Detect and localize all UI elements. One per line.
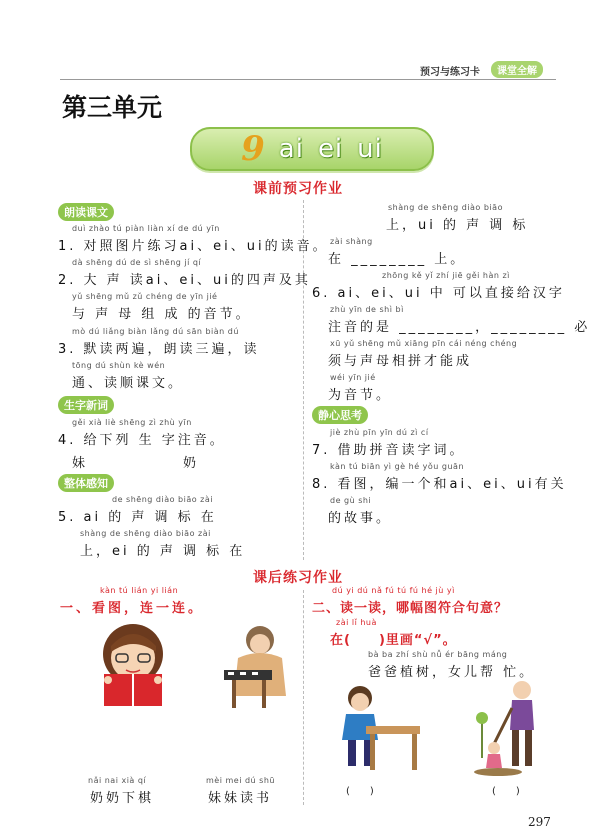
q8-text-1: 8. 看图，编一个和ai、ei、ui有关 [312,477,567,492]
tag-read-text: 朗读课文 [58,203,114,221]
book-title: 预习与练习卡 [420,67,480,78]
q5-pinyin-2: shàng de shēng diào biāo zài [80,529,211,538]
tag-think: 静心思考 [312,406,368,424]
q8-pinyin-1: kàn tú biān yì gè hé yǒu guān [330,462,465,471]
q6-text-3: 须与声母相拼才能成 [328,354,473,369]
q2-pinyin-1: dà shēng dú de sì shēng jí qí [72,258,202,267]
q1-text: 1. 对照图片练习ai、ei、ui的读音。 [58,239,329,254]
grandma-chess-image [218,618,296,712]
q6-pinyin-1: zhōng kě yǐ zhí jiē gěi hàn zì [382,271,510,280]
q6-text-4: 为音节。 [328,388,393,403]
rt-text-2: 在 ________ 上。 [328,252,467,267]
q6-pinyin-3: xū yǔ shēng mǔ xiāng pīn cái néng chéng [330,339,518,348]
q5-text-2: 上，ei 的 声 调 标 在 [80,544,246,559]
q2-pinyin-2: yǔ shēng mǔ zǔ chéng de yīn jié [72,292,218,301]
rt-pinyin-2: zài shàng [330,237,373,246]
ex2-pinyin-2: zài lǐ huà [336,618,377,627]
boy-table-image [326,682,424,778]
q6-text-2: 注音的是 ________，________ 必 [328,320,591,335]
q6-pinyin-2: zhù yīn de shì bì [330,305,404,314]
q4-word-mei: 妹 [72,456,89,471]
q8-pinyin-2: de gù shi [330,496,372,505]
q3-text-2: 通、读顺课文。 [72,376,185,391]
q6-text-1: 6. ai、ei、ui 中 可以直接给汉字 [312,286,565,301]
post-class-title: 课后练习作业 [253,570,343,586]
ex2-pinyin-1: dú yi dú nǎ fú tú fú hé jù yì [332,586,455,595]
ex2-pinyin-3: bà ba zhí shù nǚ ér bāng máng [368,650,508,659]
q4-text: 4. 给下列 生 字注音。 [58,433,226,448]
lesson-banner [190,127,434,171]
caption1-pinyin: nǎi nai xià qí [88,776,147,785]
ex2-instruction: 在( )里画“√”。 [330,633,457,648]
ex2-title: 二、读一读，哪幅图符合句意？ [312,601,509,616]
rt-text-1: 上，ui 的 声 调 标 [386,218,529,233]
q1-pinyin: duì zhào tú piàn liàn xí de dú yīn [72,224,220,233]
q6-pinyin-4: wéi yīn jié [330,373,376,382]
q5-text-1: 5. ai 的 声 调 标 在 [58,510,217,525]
q4-word-nai: 奶 [183,456,200,471]
series-badge: 课堂全解 [491,61,543,78]
caption1-text: 奶奶下棋 [90,791,155,806]
q2-text-2: 与 声 母 组 成 的音节。 [72,307,252,322]
tag-overall: 整体感知 [58,474,114,492]
q3-pinyin-2: tōng dú shùn kè wén [72,361,166,370]
syllable-ai: ai [278,134,304,164]
planting-tree-image [468,678,548,778]
q5-pinyin-1: de shēng diào biāo zài [112,495,213,504]
q4-pinyin: gěi xià liè shēng zì zhù yīn [72,418,192,427]
caption2-text: 妹妹读书 [208,791,273,806]
column-divider-bottom [303,590,304,805]
column-divider [303,200,304,560]
pre-class-title: 课前预习作业 [253,181,343,197]
ex1-pinyin: kàn tú lián yi lián [100,586,179,595]
unit-title: 第三单元 [62,93,163,122]
q7-text: 7. 借助拼音读字词。 [312,443,466,458]
answer-bracket-1[interactable]: ( ) [346,786,374,797]
syllable-ei: ei [317,134,344,164]
rt-pinyin-1: shàng de shēng diào biāo [388,203,503,212]
q3-text-1: 3. 默读两遍，朗读三遍，读 [58,342,260,357]
ex1-title: 一、看图，连一连。 [60,601,205,616]
q2-text-1: 2. 大 声 读ai、ei、ui的四声及其 [58,273,311,288]
caption2-pinyin: mèi mei dú shū [206,776,275,785]
header-rule [60,79,556,80]
page-number: 297 [528,815,551,829]
q8-text-2: 的故事。 [328,511,393,526]
q7-pinyin: jiè zhù pīn yīn dú zì cí [330,428,429,437]
lesson-number: 9 [241,129,265,169]
ex2-sentence: 爸爸植树，女儿帮 忙。 [368,665,536,680]
girl-reading-image [86,614,180,708]
tag-new-chars: 生字新词 [58,396,114,414]
answer-bracket-2[interactable]: ( ) [492,786,520,797]
q3-pinyin-1: mò dú liǎng biàn lǎng dú sān biàn dú [72,327,239,336]
syllable-ui: ui [357,134,383,164]
